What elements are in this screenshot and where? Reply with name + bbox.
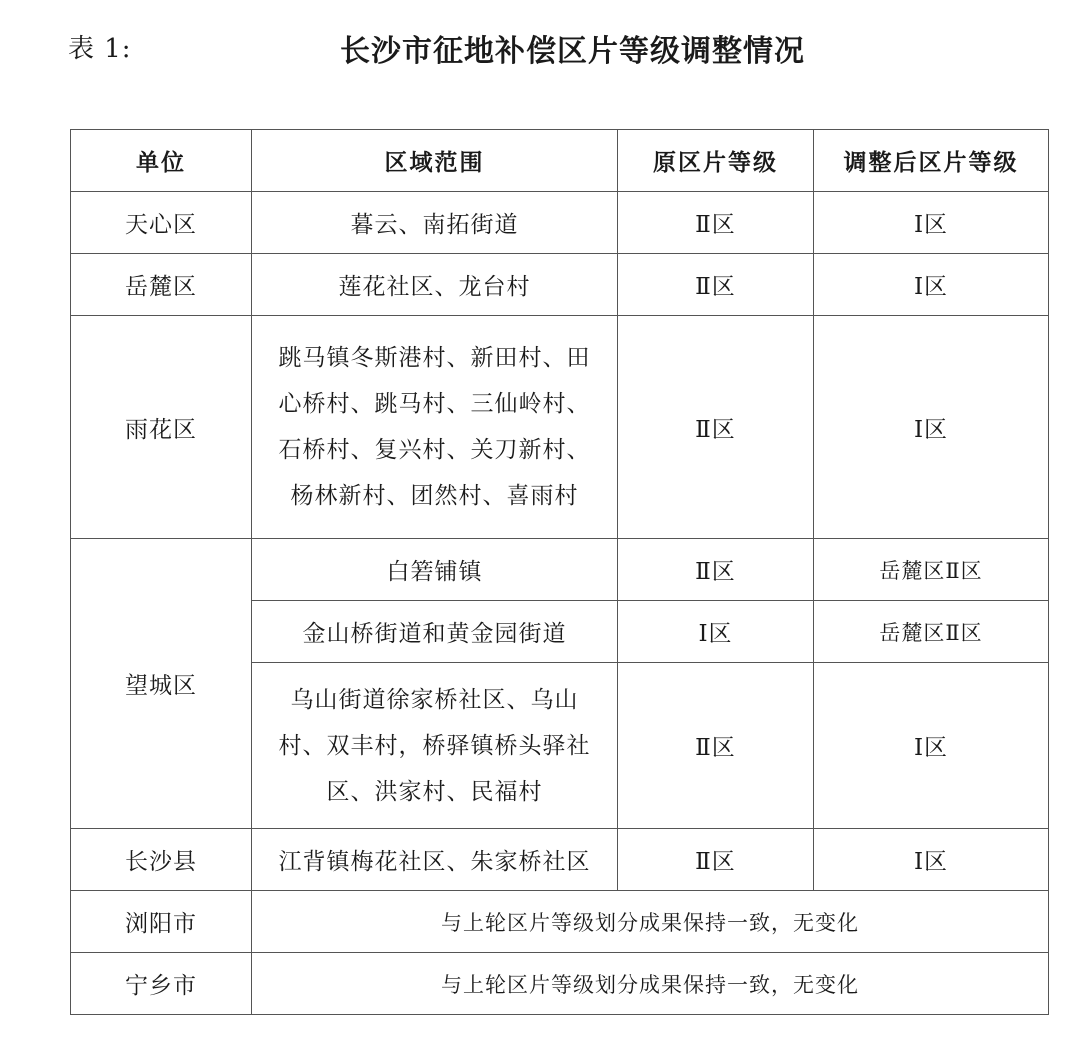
cell-unit: 宁乡市	[71, 953, 252, 1015]
cell-original-grade: Ⅱ区	[618, 192, 814, 254]
cell-merged-note: 与上轮区片等级划分成果保持一致，无变化	[252, 953, 1049, 1015]
table-row	[71, 891, 1049, 953]
table-row	[71, 953, 1049, 1015]
table-row	[71, 192, 1049, 254]
cell-area: 莲花社区、龙台村	[252, 254, 618, 316]
cell-original-grade: Ⅱ区	[618, 539, 814, 601]
cell-area: 白箬铺镇	[252, 539, 618, 601]
cell-area: 金山桥街道和黄金园街道	[252, 601, 618, 663]
column-header-original-grade: 原区片等级	[618, 130, 814, 192]
cell-area: 江背镇梅花社区、朱家桥社区	[252, 829, 618, 891]
area-line: 杨林新村、团然村、喜雨村	[290, 483, 579, 509]
cell-unit: 望城区	[71, 539, 252, 829]
column-header-unit: 单位	[71, 130, 252, 192]
cell-original-grade: Ⅱ区	[618, 829, 814, 891]
area-line: 村、双丰村，桥驿镇桥头驿社	[278, 732, 591, 759]
table-row	[71, 316, 1049, 539]
cell-adjusted-grade: Ⅰ区	[814, 254, 1049, 316]
cell-unit: 天心区	[71, 192, 252, 254]
cell-unit: 长沙县	[71, 829, 252, 891]
document-title: 长沙市征地补偿区片等级调整情况	[340, 34, 805, 69]
cell-original-grade: Ⅱ区	[618, 316, 814, 539]
area-line: 心桥村、跳马村、三仙岭村、	[278, 391, 591, 417]
cell-original-grade: Ⅱ区	[618, 663, 814, 829]
area-line: 石桥村、复兴村、关刀新村、	[278, 437, 591, 463]
cell-adjusted-grade: Ⅰ区	[814, 316, 1049, 539]
cell-adjusted-grade: 岳麓区Ⅱ区	[814, 601, 1049, 663]
cell-unit: 浏阳市	[71, 891, 252, 953]
cell-area: 暮云、南拓街道	[252, 192, 618, 254]
area-line: 区、洪家村、民福村	[326, 778, 543, 805]
cell-merged-note: 与上轮区片等级划分成果保持一致，无变化	[252, 891, 1049, 953]
column-header-adjusted-grade: 调整后区片等级	[814, 130, 1049, 192]
cell-area	[252, 316, 618, 539]
table-header-row	[71, 130, 1049, 192]
area-line: 乌山街道徐家桥社区、乌山	[290, 686, 579, 713]
cell-adjusted-grade: Ⅰ区	[814, 829, 1049, 891]
cell-unit: 雨花区	[71, 316, 252, 539]
cell-adjusted-grade: 岳麓区Ⅱ区	[814, 539, 1049, 601]
table-row	[71, 254, 1049, 316]
compensation-table	[70, 129, 1049, 1015]
area-line: 跳马镇冬斯港村、新田村、田	[278, 345, 591, 371]
cell-unit: 岳麓区	[71, 254, 252, 316]
cell-original-grade: Ⅱ区	[618, 254, 814, 316]
column-header-area: 区域范围	[252, 130, 618, 192]
table-row	[71, 539, 1049, 601]
cell-adjusted-grade: Ⅰ区	[814, 663, 1049, 829]
table-label: 表 1:	[68, 34, 132, 64]
cell-original-grade: Ⅰ区	[618, 601, 814, 663]
cell-adjusted-grade: Ⅰ区	[814, 192, 1049, 254]
table-row	[71, 829, 1049, 891]
cell-area	[252, 663, 618, 829]
